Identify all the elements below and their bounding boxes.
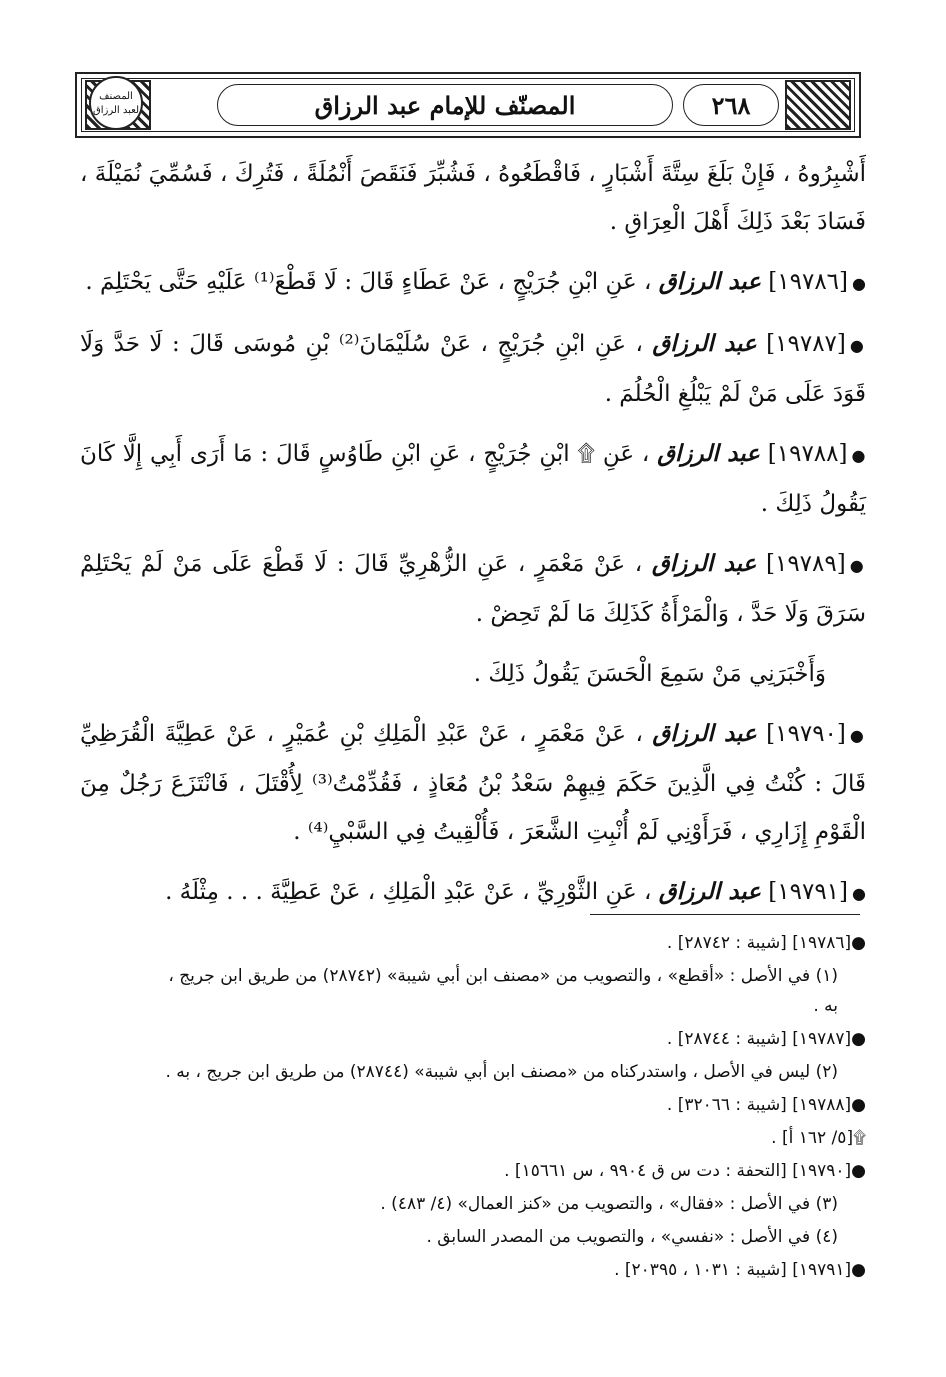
hadith-text: ، عَنْ مَعْمَرٍ ، عَنِ الزُّهْرِيِّ قَالَ : لَا قَطْعَ عَلَى مَنْ لَمْ يَحْتَلِمْ سَرَقَ وَلَا حَدَّ ، وَالْمَرْأَةُ كَذَلِكَ مَا لَمْ تَحِضْ . — [80, 551, 866, 627]
paragraph-text: وَأَخْبَرَنِي مَنْ سَمِعَ الْحَسَنَ يَقُولُ ذَلِكَ . — [473, 661, 826, 687]
manuscript-mark-icon: ۩ — [853, 1128, 866, 1148]
narrator-name: عبد الرزاق — [652, 330, 757, 357]
hadith-entry — [80, 540, 866, 638]
footnote-source: ●[١٩٧٨٧] [شيبة : ٢٨٧٤٤] . — [666, 1029, 866, 1049]
hadith-number: [١٩٧٨٨] — [767, 441, 848, 467]
hadith-number: [١٩٧٩٠] — [766, 721, 846, 747]
hadith-text: ، عَنْ مَعْمَرٍ ، عَنْ عَبْدِ الْمَلِكِ بْنِ عُمَيْرٍ ، عَنْ عَطِيَّةَ الْقُرَظِيِّ قَالَ : كُنْتُ فِي الَّذِينَ حَكَمَ فِيهِمْ سَعْدُ بْنُ مُعَاذٍ ، فَقُدِّمْتُ⁽³⁾ لِأُقْتَلَ ، فَانْتَزَعَ رَجُلٌ مِنَ الْقَوْمِ إِزَارِي ، فَرَأَوْنِي لَمْ أُنْبِتِ الشَّعَرَ ، فَأُلْقِيتُ فِي السَّبْيِ⁽⁴⁾ . — [80, 721, 866, 845]
narrator-name: عبد الرزاق — [652, 720, 757, 747]
footnote-source: ●[١٩٧٩١] [شيبة : ١٠٣١ ، ٢٠٣٩٥] . — [614, 1260, 866, 1280]
narrator-name: عبد الرزاق — [658, 268, 761, 295]
bullet-icon: ● — [851, 1260, 866, 1280]
bullet-icon: ● — [852, 274, 866, 293]
bullet-icon: ● — [851, 446, 867, 465]
hadith-text: ، عَنِ الثَّوْرِيِّ ، عَنْ عَبْدِ الْمَلِكِ ، عَنْ عَطِيَّةَ . . . مِثْلَهُ . — [165, 879, 652, 905]
hadith-entry — [80, 430, 866, 528]
bullet-icon: ● — [851, 1161, 866, 1181]
page-header — [75, 72, 861, 138]
footnote-manuscript-ref: ۩[٥/ ١٦٢ أ] . — [771, 1128, 866, 1148]
footnote-source: ●[١٩٧٩٠] [التحفة : دت س ق ٩٩٠٤ ، س ١٥٦٦١] . — [504, 1161, 866, 1181]
bullet-icon: ● — [851, 1029, 866, 1049]
hadith-number: [١٩٧٨٩] — [765, 551, 846, 577]
bullet-icon: ● — [851, 933, 866, 953]
footnote-note: (٢) ليس في الأصل ، واستدركناه من «مصنف ابن أبي شيبة» (٢٨٧٤٤) من طريق ابن جريج ، به . — [165, 1062, 838, 1082]
bullet-icon: ● — [849, 726, 867, 745]
narrator-name: عبد الرزاق — [651, 550, 757, 577]
hadith-entry — [80, 320, 866, 418]
page-number: ٢٦٨ — [683, 84, 779, 126]
hadith-text: ، عَنِ ۩ ابْنِ جُرَيْجٍ ، عَنِ ابْنِ طَاوُسٍ قَالَ : مَا أَرَى أَبِي إِلَّا كَانَ يَقُولُ ذَلِكَ . — [80, 441, 866, 517]
ornament-right — [785, 80, 851, 130]
hadith-number: [١٩٧٨٦] — [768, 269, 849, 295]
footnote-source: ●[١٩٧٨٦] [شيبة : ٢٨٧٤٢] . — [666, 933, 866, 953]
narrator-name: عبد الرزاق — [658, 878, 761, 905]
bullet-icon: ● — [851, 1095, 866, 1115]
hadith-number: [١٩٧٩١] — [768, 879, 849, 905]
footnote-note: (٤) في الأصل : «نفسي» ، والتصويب من المصدر السابق . — [426, 1227, 838, 1247]
bullet-icon: ● — [849, 336, 867, 355]
hadith-number: [١٩٧٨٧] — [766, 331, 846, 357]
main-text — [80, 150, 866, 930]
paragraph-text: أَشْبِرُوهُ ، فَإِنْ بَلَغَ سِتَّةَ أَشْبَارٍ ، فَاقْطَعُوهُ ، فَشُبِّرَ فَنَقَصَ أَنْمُلَةً ، فَتُرِكَ ، فَسُمِّيَ نُمَيْلَةَ ، فَسَادَ بَعْدَ ذَلِكَ أَهْلَ الْعِرَاقِ . — [80, 161, 866, 235]
hadith-text: ، عَنِ ابْنِ جُرَيْجٍ ، عَنْ سُلَيْمَانَ⁽²⁾ بْنِ مُوسَى قَالَ : لَا حَدَّ وَلَا قَوَدَ عَلَى مَنْ لَمْ يَبْلُغِ الْحُلُمَ . — [80, 331, 866, 407]
footnotes — [150, 925, 866, 1288]
hadith-text: ، عَنِ ابْنِ جُرَيْجٍ ، عَنْ عَطَاءٍ قَالَ : لَا قَطْعَ⁽¹⁾ عَلَيْهِ حَتَّى يَحْتَلِمَ . — [85, 269, 652, 295]
running-title: المصنّف للإمام عبد الرزاق — [217, 84, 673, 126]
footnote-source: ●[١٩٧٨٨] [شيبة : ٣٢٠٦٦] . — [666, 1095, 866, 1115]
hadith-entry — [80, 258, 866, 308]
narrator-name: عبد الرزاق — [657, 440, 760, 467]
book-medal-logo: المصنف لعبد الرزاق — [89, 76, 143, 130]
bullet-icon: ● — [852, 884, 866, 903]
hadith-entry — [80, 710, 866, 856]
paragraph — [80, 650, 866, 698]
paragraph — [80, 150, 866, 246]
footnote-separator — [590, 914, 860, 915]
hadith-entry — [80, 868, 866, 918]
bullet-icon: ● — [849, 556, 867, 575]
footnote-note: (١) في الأصل : «أقطع» ، والتصويب من «مصنف ابن أبي شيبة» (٢٨٧٤٢) من طريق ابن جريج ، به . — [168, 966, 838, 1016]
footnote-note: (٣) في الأصل : «فقال» ، والتصويب من «كنز العمال» (٤/ ٤٨٣) . — [380, 1194, 838, 1214]
